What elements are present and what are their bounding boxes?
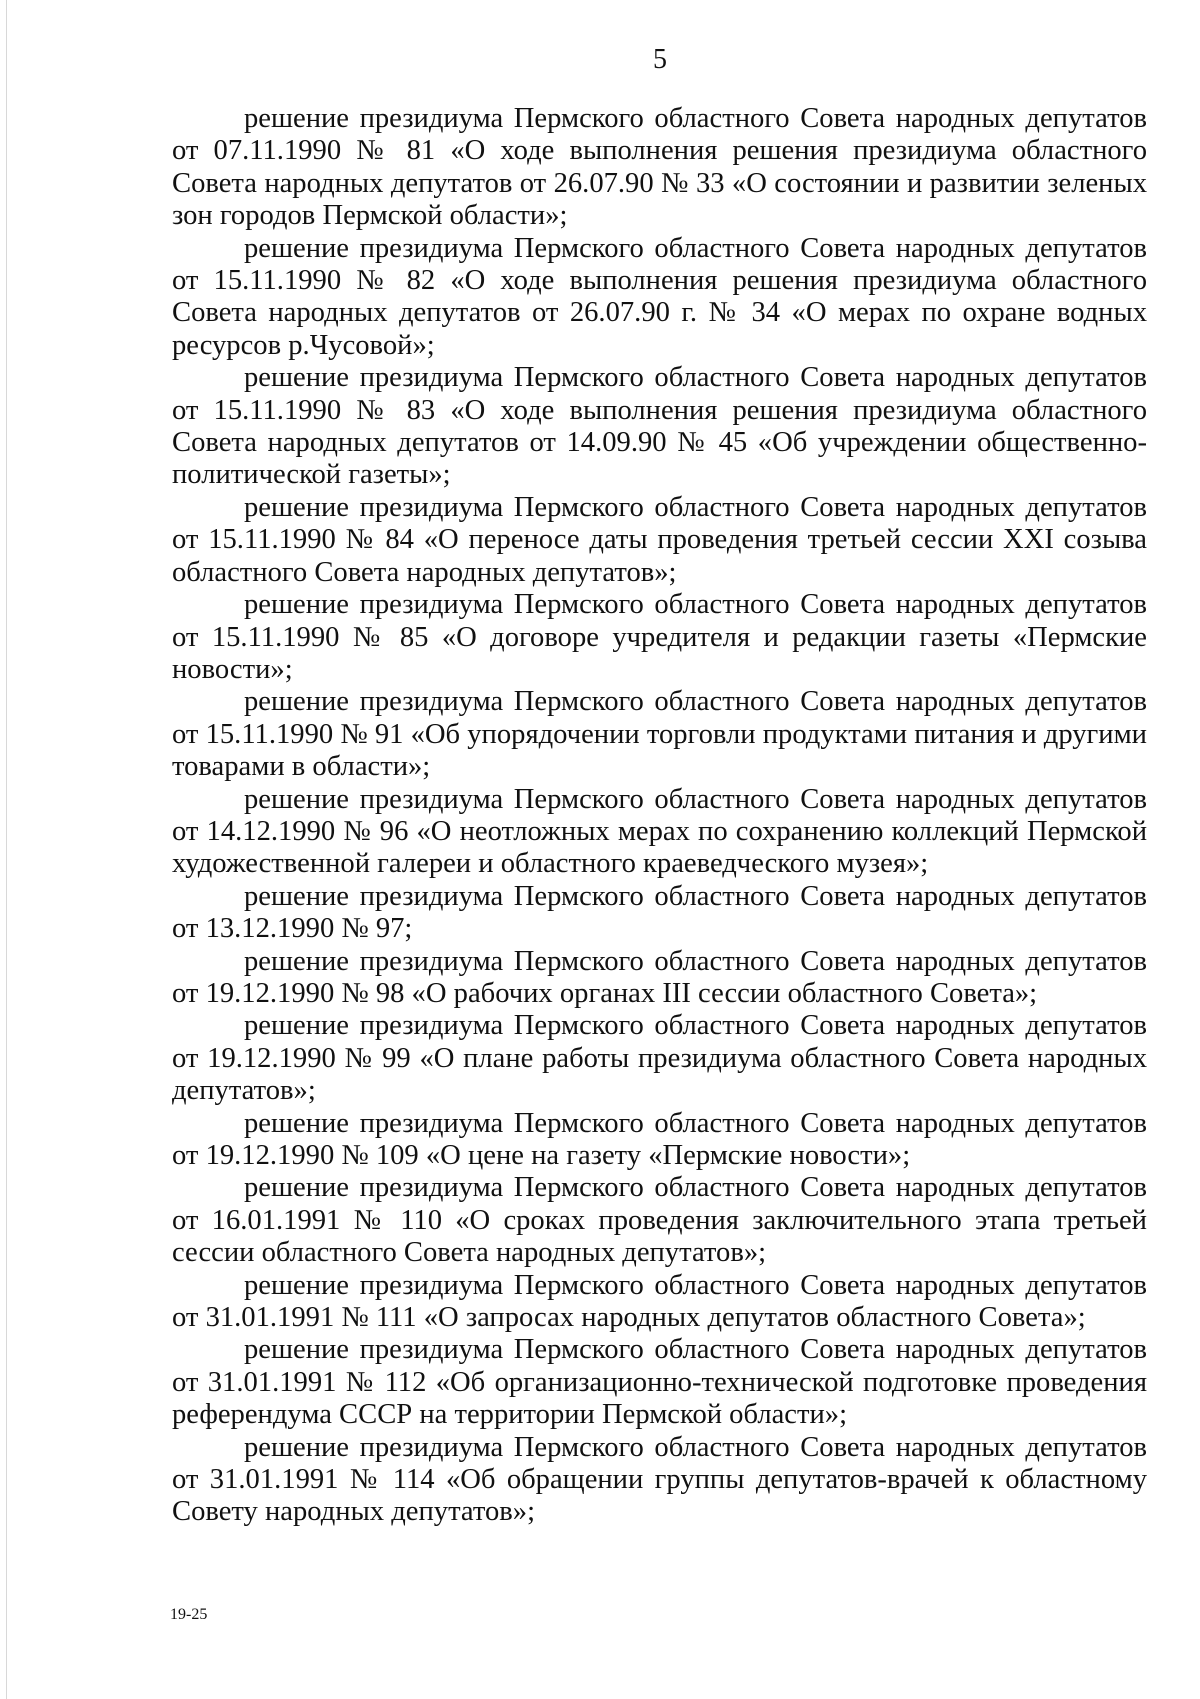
list-item: решение президиума Пермского областного Совета народных депутатов от 31.01.1991 № 112 «Об организационно-технической подготовке проведения референдума СССР на территории Пермской области»; xyxy=(172,1334,1147,1431)
list-item: решение президиума Пермского областного Совета народных депутатов от 19.12.1990 № 98 «О рабочих органах III сессии областного Совета»; xyxy=(172,945,1147,1009)
list-item: решение президиума Пермского областного Совета народных депутатов от 14.12.1990 № 96 «О неотложных мерах по сохранению коллекций Пермской художественной галереи и областного краеведческого музея»; xyxy=(172,783,1147,880)
list-item: решение президиума Пермского областного Совета народных депутатов от 19.12.1990 № 99 «О плане работы президиума областного Совета народных депутатов»; xyxy=(172,1010,1147,1107)
page-number: 5 xyxy=(653,44,667,75)
list-item: решение президиума Пермского областного Совета народных депутатов от 16.01.1991 № 110 «О сроках проведения заключительного этапа третьей сессии областного Совета народных депутатов»; xyxy=(172,1172,1147,1269)
list-item: решение президиума Пермского областного Совета народных депутатов от 31.01.1991 № 114 «Об обращении группы депутатов-врачей к областному Совету народных депутатов»; xyxy=(172,1431,1147,1528)
list-item: решение президиума Пермского областного Совета народных депутатов от 13.12.1990 № 97; xyxy=(172,880,1147,945)
scan-edge-line xyxy=(6,0,7,1699)
list-item: решение президиума Пермского областного Совета народных депутатов от 31.01.1991 № 111 «О запросах народных депутатов областного Совета»; xyxy=(172,1269,1147,1334)
list-item: решение президиума Пермского областного Совета народных депутатов от 15.11.1990 № 83 «О ходе выполнения решения президиума областного Совета народных депутатов от 14.09.90 № 45 «Об учреждении общественно-политической газеты»; xyxy=(172,362,1147,491)
list-item: решение президиума Пермского областного Совета народных депутатов от 15.11.1990 № 91 «Об упорядочении торговли продуктами питания и другими товарами в области»; xyxy=(172,686,1147,783)
list-item: решение президиума Пермского областного Совета народных депутатов от 07.11.1990 № 81 «О ходе выполнения решения президиума областного Совета народных депутатов от 26.07.90 № 33 «О состоянии и развитии зеленых зон городов Пермской области»; xyxy=(172,103,1147,232)
list-item: решение президиума Пермского областного Совета народных депутатов от 15.11.1990 № 82 «О ходе выполнения решения президиума областного Совета народных депутатов от 26.07.90 г. № 34 «О мерах по охране водных ресурсов р.Чусовой»; xyxy=(172,232,1147,361)
footer-code: 19-25 xyxy=(170,1606,208,1623)
list-item: решение президиума Пермского областного Совета народных депутатов от 19.12.1990 № 109 «О цене на газету «Пермские новости»; xyxy=(172,1107,1147,1171)
list-item: решение президиума Пермского областного Совета народных депутатов от 15.11.1990 № 84 «О переносе даты проведения третьей сессии XXI созыва областного Совета народных депутатов»; xyxy=(172,491,1147,588)
document-body xyxy=(172,103,1147,1529)
list-item: решение президиума Пермского областного Совета народных депутатов от 15.11.1990 № 85 «О договоре учредителя и редакции газеты «Пермские новости»; xyxy=(172,589,1147,685)
